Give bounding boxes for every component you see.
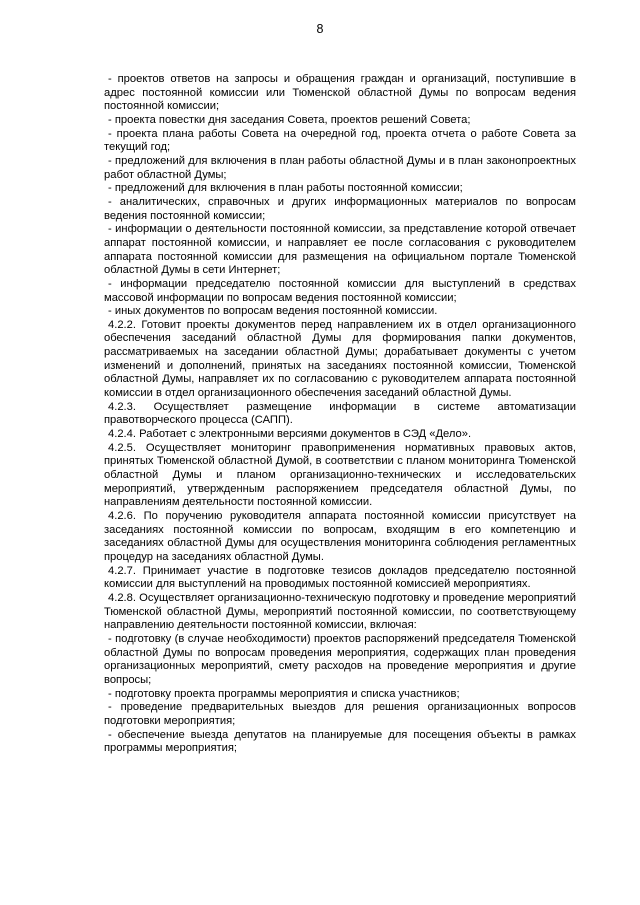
paragraph: - аналитических, справочных и других информационных материалов по вопросам ведения постоянной комиссии; [104, 195, 576, 222]
paragraph: - проведение предварительных выездов для решения организационных вопросов подготовки мероприятия; [104, 701, 576, 727]
section-4-2-5: 4.2.5. Осуществляет мониторинг правоприменения нормативных правовых актов, принятых Тюменской областной Думой, в соответствии с планом мониторинга Тюменской областной Думы и планом организационно-технических и исследовательских мероприятий, утвержденным распоряжением председателя областной Думы, по направлениям деятельности постоянной комиссии. [104, 441, 576, 509]
paragraph: - подготовку (в случае необходимости) проектов распоряжений председателя Тюменской областной Думы по вопросам проведения мероприятия, содержащих план проведения организационных мероприятий, смету расходов на проведение мероприятия и другие вопросы; [104, 632, 576, 686]
paragraph: - предложений для включения в план работы постоянной комиссии; [108, 182, 463, 195]
page-number: 8 [316, 22, 324, 36]
paragraph: - информации председателю постоянной комиссии для выступлений в средствах массовой информации по вопросам ведения постоянной комиссии; [104, 277, 576, 304]
paragraph: - информации о деятельности постоянной комиссии, за представление которой отвечает аппарат постоянной комиссии, и направляет ее после согласования с руководителем аппарата постоянной комиссии для размещения на официальном портале Тюменской областной Думы в сети Интернет; [104, 223, 576, 277]
paragraph: - предложений для включения в план работы областной Думы и в план законопроектных работ областной Думы; [104, 154, 576, 181]
paragraph: - проекта повестки дня заседания Совета, проектов решений Совета; [108, 113, 471, 126]
section-4-2-4: 4.2.4. Работает с электронными версиями документов в СЭД «Дело». [108, 428, 472, 441]
paragraph: - иных документов по вопросам ведения постоянной комиссии. [108, 305, 438, 318]
document-body [104, 73, 576, 756]
paragraph: - подготовку проекта программы мероприятия и списка участников; [108, 687, 460, 700]
section-4-2-8: 4.2.8. Осуществляет организационно-техническую подготовку и проведение мероприятий Тюменской областной Думы, мероприятий постоянной комиссии, по соответствующему направлению деятельности постоянной комиссии, включая: [104, 591, 576, 632]
section-4-2-7: 4.2.7. Принимает участие в подготовке тезисов докладов председателю постоянной комиссии для выступлений на проводимых постоянной комиссией мероприятиях. [104, 564, 576, 591]
section-4-2-6: 4.2.6. По поручению руководителя аппарата постоянной комиссии присутствует на заседаниях постоянной комиссии по вопросам, входящим в его компетенцию и заседаниях областной Думы для осуществления мониторинга соблюдения регламентных процедур на заседаниях областной Думы. [104, 510, 576, 563]
section-4-2-2: 4.2.2. Готовит проекты документов перед направлением их в отдел организационного обеспечения заседаний областной Думы для формирования папки документов, рассматриваемых на заседании областной Думы; дорабатывает документы с учетом изменений и дополнений, принятых на заседаниях постоянной комиссии, Тюменской областной Думы, направляет их по согласованию с руководителем аппарата постоянной комиссии в отдел организационного обеспечения заседаний областной Думы. [104, 318, 576, 400]
paragraph: - проектов ответов на запросы и обращения граждан и организаций, поступившие в адрес постоянной комиссии или Тюменской областной Думы по вопросам ведения постоянной комиссии; [104, 73, 576, 113]
paragraph: - проекта плана работы Совета на очередной год, проекта отчета о работе Совета за текущий год; [104, 127, 576, 154]
paragraph: - обеспечение выезда депутатов на планируемые для посещения объекты в рамках программы мероприятия; [104, 728, 576, 755]
section-4-2-3: 4.2.3. Осуществляет размещение информации в системе автоматизации правотворческого процесса (САПП). [104, 400, 576, 427]
